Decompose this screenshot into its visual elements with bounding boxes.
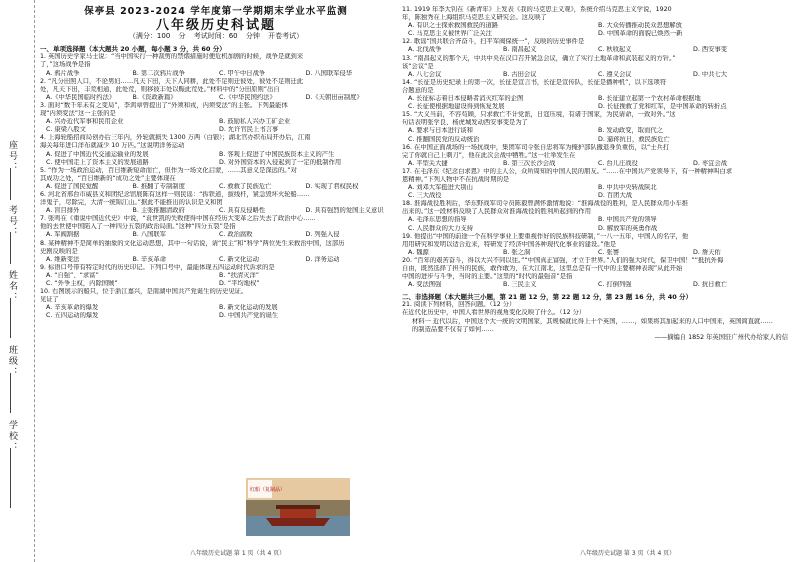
- question-stem: 现“内须变法”这一主张的是: [40, 110, 116, 118]
- question-item: [40, 102, 392, 134]
- answer-option[interactable]: D. 八国联军侵华: [305, 69, 353, 77]
- answer-option[interactable]: D. 西安事变: [693, 46, 728, 54]
- material-1-source: ——摘编自 1852 年英国驻广州代办给家人的信: [654, 333, 788, 341]
- answer-option[interactable]: C. 长征使根据地建设得到恢复发展: [408, 103, 505, 111]
- school-line: [10, 448, 11, 508]
- question-item: [402, 6, 788, 38]
- answer-option[interactable]: A. 刘邓大军挺进大别山: [408, 184, 473, 192]
- question-item: [402, 200, 788, 232]
- answer-options: [40, 70, 392, 78]
- answer-options: [40, 231, 392, 239]
- answer-option[interactable]: D. 中国共产党的诞生: [219, 312, 279, 320]
- answer-option[interactable]: D. 洋务运动: [305, 255, 340, 263]
- answer-option[interactable]: A. 变法图强: [408, 281, 442, 289]
- answer-options: [402, 160, 788, 168]
- answer-option[interactable]: D. 允许官民上书言事: [219, 126, 279, 134]
- answer-options: [402, 225, 788, 233]
- answer-options: [402, 71, 788, 79]
- answer-option[interactable]: B. 第三次长沙会战: [503, 159, 556, 167]
- answer-option[interactable]: D. “平均地权”: [219, 280, 260, 287]
- answer-option[interactable]: A. 魏源: [408, 248, 429, 256]
- answer-option[interactable]: B. 中共中央转战陕北: [598, 184, 657, 192]
- school-field[interactable]: 学校：: [7, 420, 17, 453]
- answer-option[interactable]: C. 甲午中日战争: [219, 69, 266, 77]
- answer-options: [40, 312, 392, 320]
- question-item: [402, 55, 788, 79]
- answer-option[interactable]: A. 兴办近代军事和民用企业: [46, 118, 124, 126]
- answer-options: [402, 281, 788, 289]
- question-item: [40, 191, 392, 215]
- answer-option[interactable]: C.《中华民国约法》: [219, 93, 276, 101]
- question-item: [402, 79, 788, 111]
- question-stem: 13. “南昌起义的那个天，中共中央在汉口召开紧急会议，确立了实行土地革命和武装起义的方针。”: [402, 54, 676, 62]
- answer-option[interactable]: B. 长征建立起第一个农村革命根据地: [598, 95, 701, 103]
- left-question-list: [40, 53, 392, 320]
- answer-option[interactable]: C. 救救了民族危亡: [219, 182, 272, 190]
- question-stem: 处，凡天下田，丰荒相通，此处荒，则移彼丰处以赈此荒处。”材料中的“分田原则”出自: [40, 85, 280, 93]
- exam-number-line: [10, 232, 11, 264]
- answer-option[interactable]: D. 对外国资本的入侵起到了一定的抵制作用: [219, 158, 342, 166]
- answer-option[interactable]: B. 主张推翻清政府: [132, 207, 185, 215]
- answer-option[interactable]: B. 新文化运动的发展: [219, 304, 278, 312]
- answer-options: [402, 30, 788, 38]
- answer-option[interactable]: A. 盲目排外: [46, 207, 80, 215]
- answer-option[interactable]: C. 秋收起义: [598, 46, 632, 54]
- question-21: 21. 阅读下列材料，回答问题。（12 分）: [402, 301, 516, 309]
- answer-option[interactable]: A. 促进了国民觉醒: [46, 182, 99, 190]
- answer-options: [402, 184, 788, 192]
- answer-option[interactable]: C. 政治腐败: [219, 231, 253, 239]
- answer-option[interactable]: A.《中华民国临时约法》: [46, 93, 116, 101]
- question-stem: 合题意的是: [402, 86, 434, 94]
- question-stem: 1. 英国历史学家马士说：“当中国实行一种裁剪的禁烟措施时便危机加剧的时候，战争是就到来: [40, 53, 304, 61]
- answer-option[interactable]: B. 南昌起义: [503, 46, 537, 54]
- question-stem: 他的去世使中国陷入了一种四分五裂的政治局面。”这种“四分五裂”是指: [40, 223, 236, 231]
- answer-option[interactable]: A. 有识之士探索救国救民的道路: [408, 22, 499, 30]
- question-stem: 海关每年进口洋布就减少 10 万匹。”这说明洋务运动: [40, 142, 185, 150]
- question-stem: 9. 标语口号带有特定时代的历史印记。下列口号中，最能体现五四运动时代诉求的是: [40, 263, 275, 271]
- answer-options: [40, 304, 392, 312]
- answer-options: [402, 46, 788, 54]
- answer-option[interactable]: B. 客观上促进了中国民族资本主义的产生: [219, 150, 335, 158]
- answer-option[interactable]: C. 马克思主义被世界广泛关注: [408, 30, 492, 38]
- answer-option[interactable]: A. 维新变法: [46, 255, 80, 263]
- answer-option[interactable]: C. 打倒列强: [598, 281, 632, 289]
- question-item: [402, 168, 788, 200]
- question-stem: 3. 面对“数千年未有之变局”，李鸿章曾提出了“外须和戎，内须变法”的主张。下列最能体: [40, 101, 288, 109]
- question-stem: 完了你就自己上刺刀”，他在此次会战中牺牲。”这一壮举发生在: [402, 151, 576, 159]
- material-1-text: 材料一 近代以后，中国这个大一统的文明国家，其规模就比得上十个英国，……，如果将其加起来的人口中国来，英国简直就……: [412, 317, 773, 325]
- subject-title: 八年级历史科试题: [155, 18, 276, 34]
- question-stem: 恩精神。”下列人物中不在抗战时期的是: [402, 175, 510, 183]
- answer-option[interactable]: C. 三大战役: [408, 192, 442, 200]
- answer-option[interactable]: C. 使中国走上了资本主义的发展道路: [46, 158, 149, 166]
- answer-option[interactable]: A. 辛亥革命的爆发: [46, 304, 99, 312]
- image-caption: 红船（复制品）: [250, 487, 286, 493]
- question-stem: 17. 在毛泽东《纪念白求恩》中的主人公，众所周知的中国人民的朋友。“……在中国共产党领导下，有一种精神叫白求: [402, 167, 733, 175]
- question-item: [402, 144, 788, 168]
- answer-option[interactable]: D. 中共七大: [693, 70, 728, 78]
- answer-option[interactable]: A. 平型关大捷: [408, 159, 448, 167]
- answer-option[interactable]: A. “自强”、“求富”: [46, 271, 99, 279]
- answer-option[interactable]: C. 遵义会议: [598, 70, 632, 78]
- question-item: [40, 53, 392, 77]
- answer-options: [40, 280, 392, 288]
- binding-margin: [0, 0, 35, 562]
- question-21-intro: 在近代化历史中，中国人看世界的视角变化反映了什么。（12 分）: [402, 309, 586, 317]
- answer-option[interactable]: A. 毛泽东思想的指导: [408, 216, 467, 224]
- class-field[interactable]: 班级：: [7, 345, 17, 378]
- answer-option[interactable]: D. 中国革命的面貌已焕然一新: [598, 30, 683, 38]
- question-stem: 了，”这场战争是指: [40, 61, 91, 69]
- answer-options: [40, 159, 392, 167]
- question-item: [40, 167, 392, 191]
- question-item: [402, 233, 788, 257]
- question-stem: 7. 张鸣在《重说中国近代史》中说，“袁世凯的失败使得中国在经历大变革之后失去了政治中心……: [40, 215, 316, 223]
- answer-option[interactable]: C. 人民群众的大力支持: [408, 224, 474, 232]
- answer-options: [402, 95, 788, 103]
- answer-options: [40, 207, 392, 215]
- answer-option[interactable]: D.《天朝田亩制度》: [305, 93, 363, 101]
- answer-option[interactable]: D. 枣宜会战: [693, 159, 728, 167]
- answer-option[interactable]: A. 鸦片战争: [46, 69, 80, 77]
- answer-option[interactable]: C. “外争主权，内除国贼”: [46, 280, 118, 287]
- answer-option[interactable]: A. 要求与日本进行谈和: [408, 127, 473, 135]
- answer-options: [40, 256, 392, 264]
- question-stem: 中国的进步与斗争，当时的主要。”这里的“时代的最强音”是指: [402, 273, 573, 281]
- answer-option[interactable]: D. 百团大战: [598, 192, 633, 200]
- answer-option[interactable]: D. 抗日救亡: [693, 281, 728, 289]
- question-stem: 其成功之处，“百日维新的“成功之处”主要体现在: [40, 174, 176, 182]
- exam-info: （满分：100 分 考试时间：60 分钟 开卷考试）: [128, 32, 304, 41]
- question-stem: 18. 淮海战役胜利后，华东野战军司令员陈毅曾满怀激情地说：“淮海战役的胜利，是人民群众用小车推: [402, 200, 689, 208]
- answer-option[interactable]: C. 推翻国民党的反动统治: [408, 135, 480, 143]
- answer-option[interactable]: B. “扶清灭洋”: [219, 271, 260, 279]
- name-field[interactable]: 姓名：: [7, 270, 17, 303]
- question-stem: 11. 1919 年李大钊在《新青年》上发表《我的马克思主义观》，系统介绍马克思主义学说，1920: [402, 6, 672, 13]
- answer-options: [40, 118, 392, 126]
- question-stem: 出来的。”这一段材料反映了人民群众对淮海战役的胜利所起到的作用: [402, 208, 592, 216]
- answer-option[interactable]: B. 八国联军: [132, 231, 167, 239]
- answer-option[interactable]: D. 具有强烈的爱国主义意识: [305, 207, 384, 215]
- answer-options: [402, 216, 788, 224]
- material-1-text-cont: 的制造品要不仅有了如何……: [412, 325, 494, 333]
- question-item: [40, 240, 392, 264]
- answer-options: [40, 151, 392, 159]
- footer-left-page: 八年级历史试题 第 1 页（共 4 页）: [190, 550, 286, 557]
- answer-option[interactable]: C. 新文化运动: [219, 255, 259, 263]
- question-item: [40, 134, 392, 166]
- answer-options: [402, 249, 788, 257]
- question-stem: 16. 在中国正面战场的一场抗战中，集团军司令张自忠将军为掩护部队撤退身负重伤，以“士兵打: [402, 143, 670, 151]
- answer-options: [402, 103, 788, 111]
- red-boat-image: [246, 478, 350, 536]
- answer-option[interactable]: B.《资政新篇》: [132, 93, 177, 101]
- question-stem: 12. 歌谣“国共联合齐奋斗，扫平军阀保统一”，反映的历史事件是: [402, 38, 585, 46]
- answer-option[interactable]: C. 五四运动的爆发: [46, 312, 99, 320]
- answer-option[interactable]: B. 辛亥革命: [132, 255, 167, 263]
- question-stem: 句话表明张学良、杨虎城发动西安事变是为了: [402, 119, 528, 127]
- section-1-heading: 一、单项选择题（本大题共 20 小题，每小题 3 分，共 60 分）: [40, 45, 226, 54]
- answer-option[interactable]: B. 发动政变，取而代之: [598, 127, 663, 135]
- answer-options: [402, 22, 788, 30]
- answer-option[interactable]: A. 北伐战争: [408, 46, 442, 54]
- answer-option[interactable]: C. 张謇: [598, 248, 619, 256]
- right-page: [402, 6, 788, 342]
- answer-option[interactable]: B. 中国共产党的领导: [598, 216, 657, 224]
- answer-option[interactable]: B. 张之洞: [503, 248, 531, 256]
- question-stem: 5. “作为一场政治运动，百日维新短命而亡，但作为一场文化启蒙，……其意义是深远的。”对: [40, 166, 297, 174]
- answer-option[interactable]: A. 八七会议: [408, 70, 442, 78]
- answer-options: [40, 183, 392, 191]
- question-stem: 用用研究和发明以适合近来，特研发了经济中国各种现代化事业的建设。”他是: [402, 240, 617, 248]
- answer-option[interactable]: A. 军阀割据: [46, 231, 80, 239]
- question-item: [40, 288, 392, 320]
- question-stem: 见证了: [40, 296, 59, 304]
- question-stem: 8. 某种精神不是简单的抽象的文化运动思想，其中一句话说，请“民主”和“科学”两位先生来救治中国，这部历: [40, 239, 345, 247]
- question-stem: 20. “百年的艰苦奋斗，得以大兴不同以往。”“中国真正富强，才立于世界。”人们的强大时代，保卫中国！”“抵抗外侮: [402, 256, 724, 264]
- question-stem: 2. “凡分田照人口，不论男妇……凡天下田，天下人同耕，此处不足则迁彼处，彼处不足则迁此: [40, 77, 304, 85]
- answer-option[interactable]: B. 古田会议: [503, 70, 537, 78]
- answer-option[interactable]: D. 长征挽救了党和红军，是中国革命的转折点: [598, 103, 727, 111]
- question-item: [402, 111, 788, 143]
- answer-option[interactable]: C. 台儿庄战役: [598, 159, 638, 167]
- question-item: [402, 257, 788, 289]
- answer-option[interactable]: D. 实现了君权民权: [305, 182, 359, 190]
- seat-number-line: [10, 168, 11, 200]
- answer-option[interactable]: C. 康梁八股文: [46, 126, 86, 134]
- question-stem: 自由，既然选择了担当的民族，敢作敢为，在大江南北，这里总是有一代中的主要精神表现”从此开始: [402, 265, 683, 272]
- answer-option[interactable]: B. 三民主义: [503, 281, 537, 289]
- question-stem: 19. 他提出“中国的前途一个在科学事业上要重视作好的民族科技研制，”一八一五年，中国人的名字，他: [402, 232, 689, 240]
- answer-option[interactable]: D. 解放军的英勇作战: [598, 224, 658, 232]
- question-item: [40, 264, 392, 288]
- seat-number-field[interactable]: 座号：: [7, 140, 17, 173]
- right-question-list: [402, 6, 788, 289]
- answer-option[interactable]: D. 逼蒋抗日，救民族危亡: [598, 135, 670, 143]
- left-page: [40, 6, 392, 320]
- answer-option[interactable]: D. 列强入侵: [305, 231, 340, 239]
- question-item: [40, 78, 392, 102]
- answer-option[interactable]: B. 第二次鸦片战争: [132, 69, 185, 77]
- question-stem: 14. “长征是历史纪录上的第一次，长征是宣言书，长征是宣传队，长征是播种机”，以下选项符: [402, 78, 667, 86]
- question-stem: 10. 右图展示的船只，位于浙江嘉兴，是南湖中国共产党诞生的历史见证。: [40, 288, 248, 296]
- answer-option[interactable]: A. 促进了中国近代交通运输业的发展: [46, 150, 149, 158]
- answer-option[interactable]: D. 詹天佑: [693, 248, 721, 256]
- class-line: [10, 373, 11, 413]
- answer-options: [402, 136, 788, 144]
- exam-header-title: 保亭县 2023-2024 学年度第一学期期末学业水平监测: [84, 6, 348, 17]
- answer-option[interactable]: A. 长征标志着日本侵略者消灭红军的企图: [408, 95, 524, 103]
- answer-options: [402, 192, 788, 200]
- answer-options: [402, 127, 788, 135]
- question-stem: 史剧反映的是: [40, 247, 78, 255]
- question-stem: 洋鬼子，尽除完，大清一统锦江山。”据此不能推出的认识是义和团: [40, 199, 223, 207]
- question-item: [402, 38, 788, 54]
- question-stem: 6. 河北省邢台市威县义和团纪念馆展陈有这样一则民谣：“拆铁道，拔线杆，紧急毁坏火轮船……: [40, 190, 310, 198]
- answer-options: [40, 272, 392, 280]
- answer-options: [40, 126, 392, 134]
- answer-option[interactable]: B. 鼓励私人兴办工矿企业: [219, 118, 291, 126]
- answer-option[interactable]: C. 具有反侵略性: [219, 207, 266, 215]
- answer-option[interactable]: B. 推翻了专制制度: [132, 182, 185, 190]
- question-stem: 4. 上海轮船招商局创办后三年内，外轮就损失 1300 万两（白银）；湖北官办织布局开办后，江南: [40, 134, 311, 142]
- question-item: [40, 215, 392, 239]
- answer-options: [40, 94, 392, 102]
- question-stem: 年，陈独秀在上海组织马克思主义研究会。这反映了: [402, 14, 547, 22]
- exam-number-field[interactable]: 考号：: [7, 205, 17, 238]
- section-2-heading: 二、非选择题（本大题共三小题，第 21 题 12 分，第 22 题 12 分，第 23 题 16 分，共 40 分）: [402, 293, 692, 302]
- footer-right-page: 八年级历史试题 第 3 页（共 4 页）: [580, 550, 676, 557]
- name-line: [10, 298, 11, 338]
- question-stem: 该“会议”是: [402, 62, 434, 70]
- question-stem: 15. “大义当前，不容苟顾，只求救亡不计党派，日寇压境，有诸于国家，为民请命，一致对外。”这: [402, 111, 676, 119]
- answer-option[interactable]: B. 大众传播推动民众思想解放: [598, 22, 682, 30]
